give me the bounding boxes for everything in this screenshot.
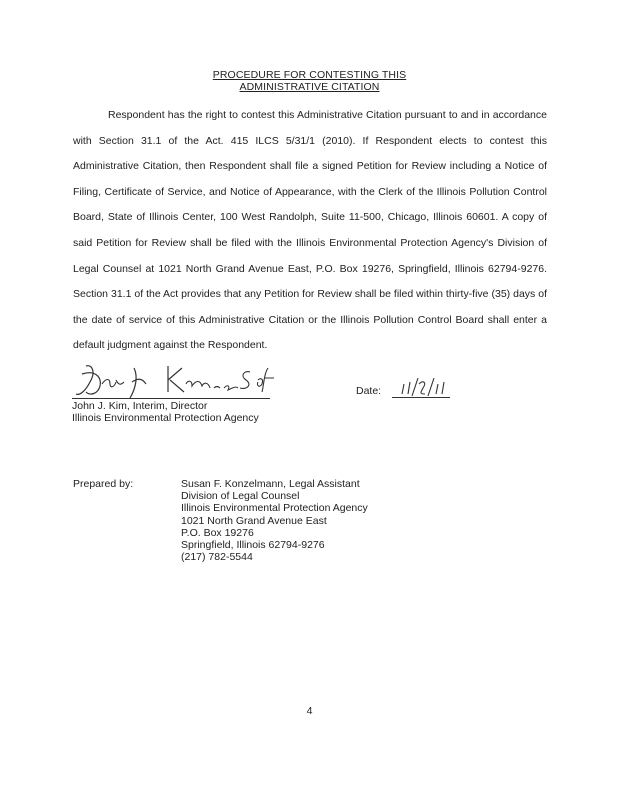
handwritten-signature	[72, 362, 278, 400]
prepared-by-label: Prepared by:	[73, 478, 134, 490]
handwritten-date	[392, 372, 452, 398]
prepared-by-line: Susan F. Konzelmann, Legal Assistant	[181, 478, 360, 490]
signature-line	[72, 398, 270, 399]
page-number: 4	[306, 705, 313, 717]
date-label: Date:	[356, 385, 382, 397]
prepared-by-line: (217) 782-5544	[181, 551, 253, 564]
procedure-paragraph: Respondent has the right to contest this Administrative Citation pursuant to and in accordance with Section 31.1 of the Act. 415 ILCS 5/31/1 (2010). If Respondent elects to contest this Administrative Citation, then Respondent shall file a signed Petition for Review including a Notice of Filing, Certificate of Service, and Notice of Appearance, with the Clerk of the Illinois Pollution Control Board, State of Illinois Center, 100 West Randolph, Suite 11-500, Chicago, Illinois 60601. A copy of said Petition for Review shall be filed with the Illinois Environmental Protection Agency's Division of Legal Counsel at 1021 North Grand Avenue East, P.O. Box 19276, Springfield, Illinois 62794-9276. Section 31.1 of the Act provides that any Petition for Review shall be filed within thirty-five (35) days of the date of service of this Administrative Citation or the Illinois Pollution Control Board shall enter a default judgment against the Respondent.	[73, 109, 547, 352]
heading-line-2: ADMINISTRATIVE CITATION	[239, 81, 380, 93]
prepared-by-line: Illinois Environmental Protection Agency	[181, 502, 368, 515]
signer-agency: Illinois Environmental Protection Agency	[72, 412, 259, 424]
heading-line-1: PROCEDURE FOR CONTESTING THIS	[212, 69, 407, 81]
signer-name-title: John J. Kim, Interim, Director	[72, 400, 208, 412]
prepared-by-line: 1021 North Grand Avenue East	[181, 514, 327, 527]
prepared-by-line: Springfield, Illinois 62794-9276	[181, 539, 325, 552]
prepared-by-line: P.O. Box 19276	[181, 526, 254, 539]
date-line	[392, 397, 450, 398]
prepared-by-address	[181, 478, 368, 563]
prepared-by-line: Division of Legal Counsel	[181, 490, 300, 503]
